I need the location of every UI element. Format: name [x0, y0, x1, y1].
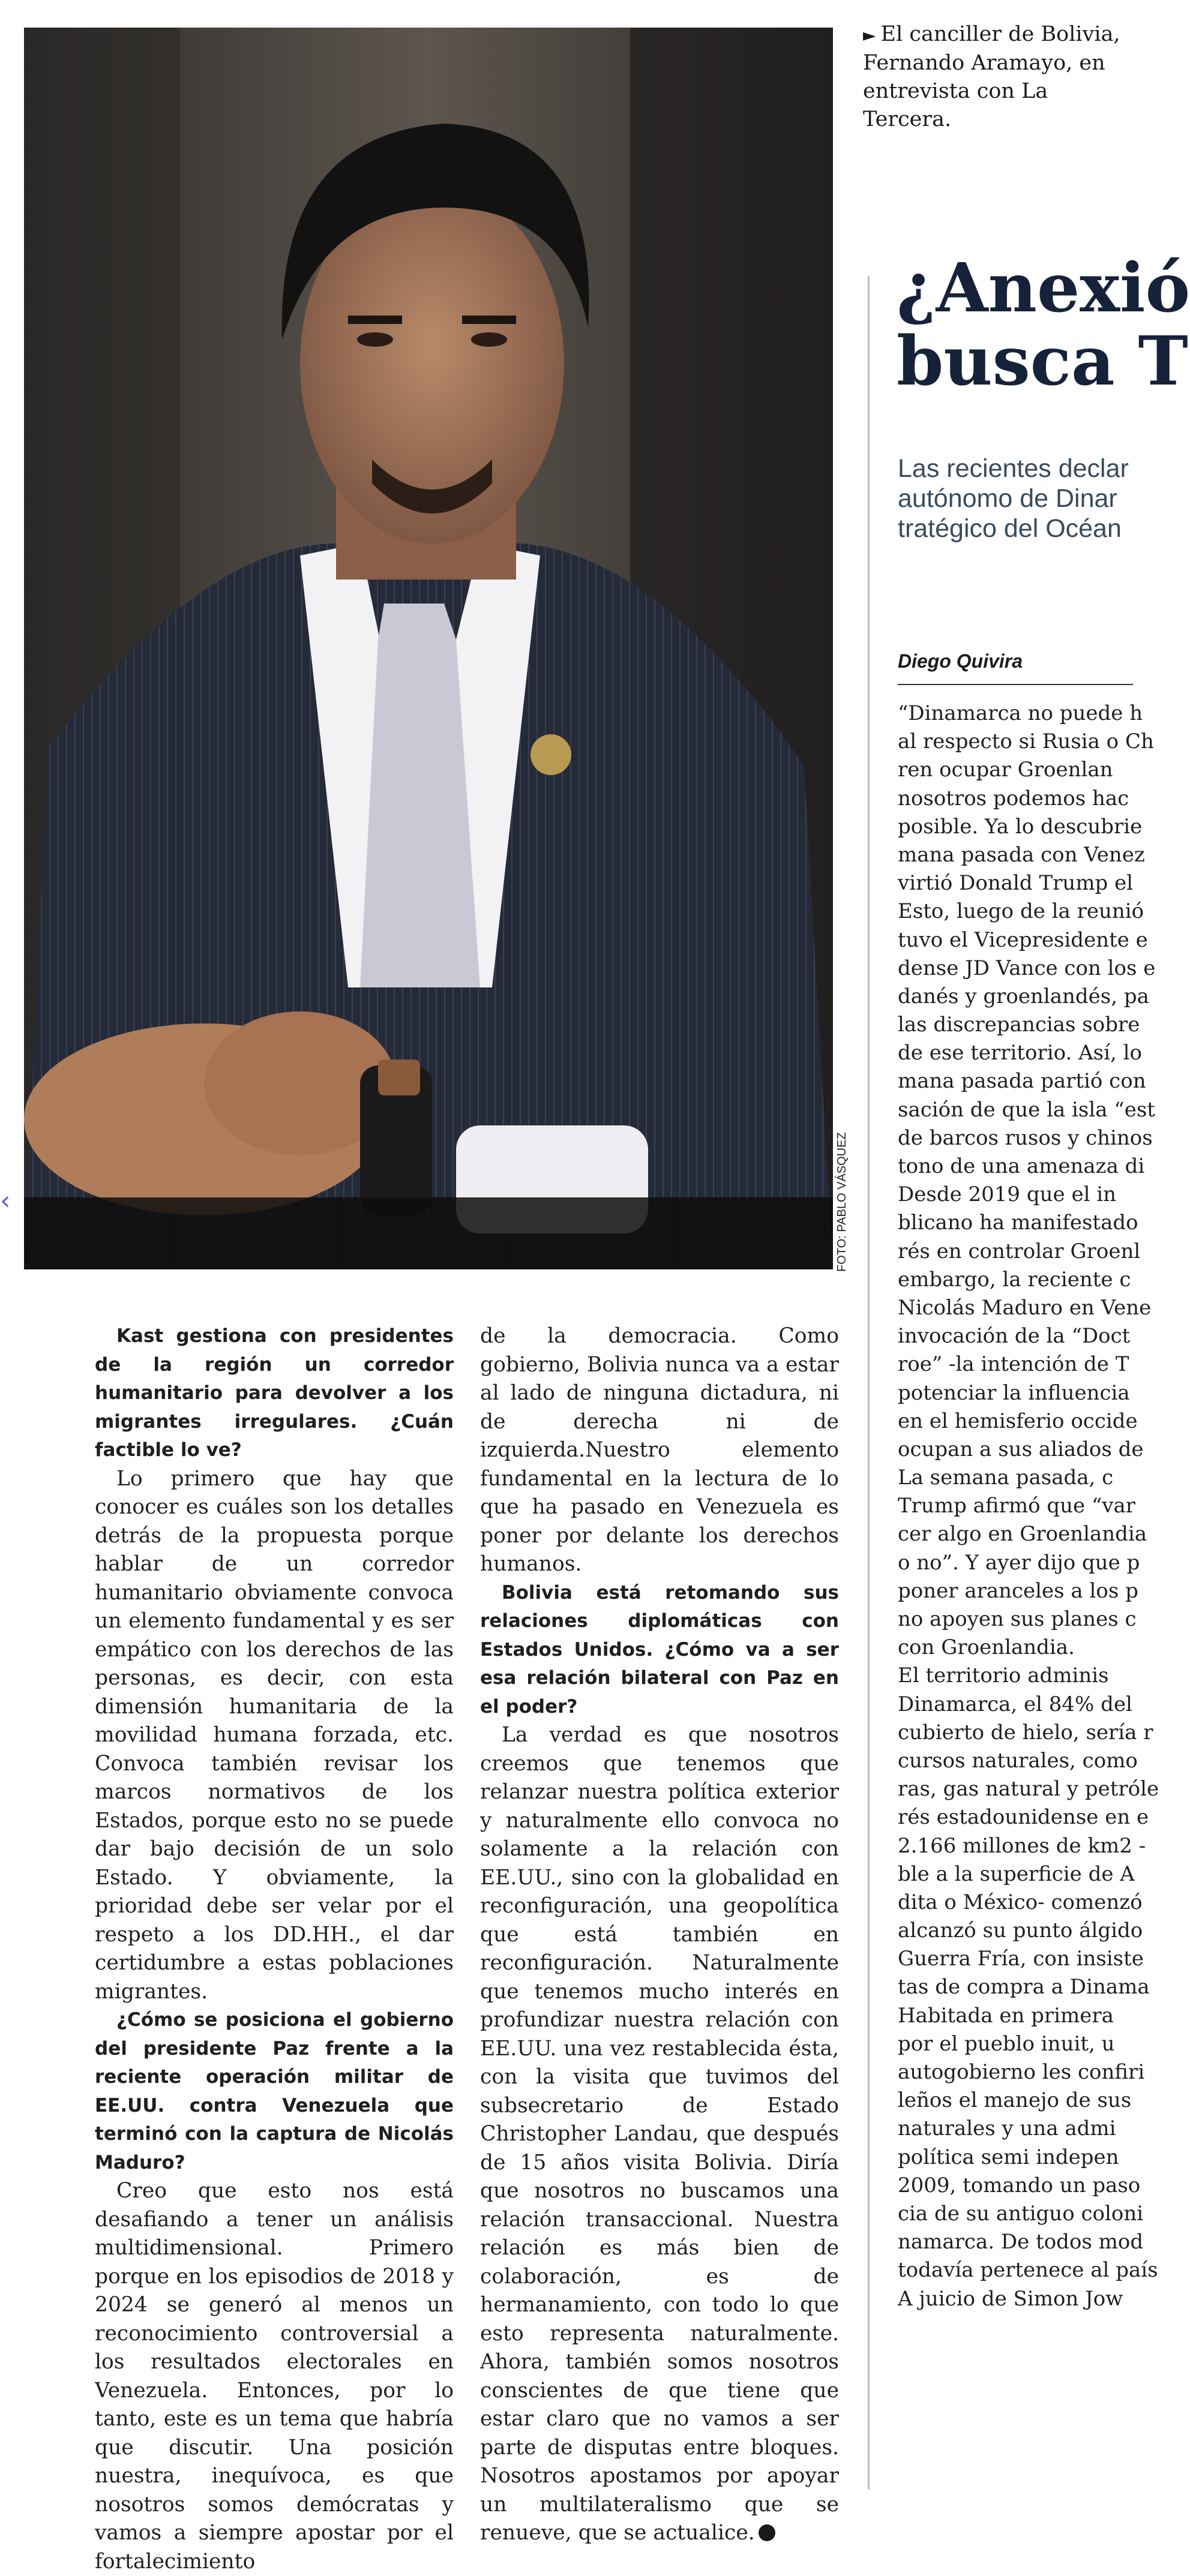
article-body-line: mana pasada con Venez — [898, 842, 1145, 867]
article-body-line: Esto, luego de la reunió — [898, 899, 1144, 924]
caption-text: El canciller de Bolivia, Fernando Aramayo, en entrevista con La Tercera. — [863, 22, 1120, 131]
article-body-line: autogobierno les confiri — [898, 2060, 1145, 2084]
article-body-line: en el hemisferio occide — [898, 1409, 1138, 1433]
article-body-line: política semi indepen — [898, 2145, 1119, 2169]
article-body-line: alcanzó su punto álgido — [898, 1919, 1143, 1943]
headline-line: ¿Anexió — [897, 249, 1190, 328]
article-headline — [897, 249, 1190, 401]
portrait-photo — [24, 28, 833, 1269]
interview-answer — [480, 1721, 839, 2548]
paragraph-text: Bolivia está retomando sus relaciones diplomáticas con Estados Unidos. ¿Cómo va a ser esa relación bilateral con Paz en el poder? — [480, 1581, 839, 1718]
column-divider — [868, 276, 870, 2490]
article-body-line: embargo, la reciente c — [898, 1267, 1131, 1292]
article-body-line: 2009, tomando un paso — [898, 2173, 1141, 2197]
previous-page-icon[interactable]: ‹ — [0, 1185, 11, 1216]
article-body-line: nosotros podemos hac — [898, 786, 1129, 810]
article-body-line: dense JD Vance con los e — [898, 956, 1156, 980]
article-body-line: tuvo el Vicepresidente e — [898, 927, 1148, 952]
deck-line: Las recientes declar — [898, 454, 1129, 483]
article-body-line: o no”. Y ayer dijo que p — [898, 1550, 1140, 1575]
paragraph-text: Creo que esto nos está desafiando a tener un análisis multidimensional. Primero porque en los episodios de 2018 y 2024 se generó al menos un reconocimiento controversial a los resultados electorales en Venezuela. Entonces, por lo tanto, este es un tema que habría que discutir. Una posición nuestra, inequívoca, es que nosotros somos demócratas y vamos a siempre apostar por el fortalecimiento — [95, 2179, 454, 2574]
article-body-line: cubierto de hielo, sería r — [898, 1720, 1153, 1745]
article-body-line: ble a la superficie de A — [898, 1862, 1135, 1886]
deck-line: autónomo de Dinar — [898, 484, 1117, 513]
article-body-line: leños el manejo de sus — [898, 2088, 1132, 2113]
article-body-line: posible. Ya lo descubrie — [898, 814, 1143, 839]
article-body-line: El territorio adminis — [898, 1664, 1109, 1688]
article-body-line: las discrepancias sobre — [898, 1013, 1140, 1037]
interview-question — [480, 1579, 839, 1722]
article-body-line: invocación de la “Doct — [898, 1324, 1131, 1349]
article-body-line: blicano ha manifestado — [898, 1211, 1138, 1235]
interview-column-1 — [95, 1322, 454, 2576]
article-body-line: Guerra Fría, con insiste — [898, 1947, 1144, 1971]
article-body-line: rés estadounidense en e — [898, 1805, 1149, 1830]
article-body-line: poner aranceles a los p — [898, 1578, 1138, 1603]
article-body-line: 2.166 millones de km2 - — [898, 1833, 1146, 1858]
article-body-line: rés en controlar Groenl — [898, 1239, 1141, 1263]
photo-credit: FOTO: PABLO VÁSQUEZ — [835, 1132, 849, 1272]
article-body-line: cia de su antiguo coloni — [898, 2201, 1144, 2226]
headline-line: busca T — [897, 322, 1188, 401]
interview-question — [95, 1322, 454, 1465]
article-body-line: tono de una amenaza di — [898, 1154, 1145, 1178]
interview-column-2 — [480, 1322, 839, 2548]
article-body-line: cer algo en Groenlandia — [898, 1522, 1147, 1547]
article-body-line: A juicio de Simon Jow — [898, 2286, 1123, 2311]
article-body-line: Trump afirmó que “var — [898, 1494, 1136, 1518]
caption-marker-icon: ► — [863, 25, 876, 45]
article-body-line: cursos naturales, como — [898, 1748, 1138, 1773]
interview-answer — [95, 2177, 454, 2576]
article-body — [898, 699, 1159, 2313]
article-body-line: potenciar la influencia — [898, 1380, 1130, 1405]
interview-question — [95, 2006, 454, 2177]
article-body-line: ras, gas natural y petróle — [898, 1777, 1159, 1802]
paragraph-text: Kast gestiona con presidentes de la región un corredor humanitario para devolver a los migrantes irregulares. ¿Cuán factible lo ve? — [95, 1325, 454, 1461]
article-body-line: Habitada en primera — [898, 2003, 1114, 2028]
article-deck — [898, 454, 1133, 544]
article-body-line: La semana pasada, c — [898, 1466, 1114, 1490]
article-body-line: todavía pertenece al país — [898, 2258, 1158, 2283]
article-body-line: con Groenlandia. — [898, 1635, 1075, 1660]
article-body-line: danés y groenlandés, pa — [898, 984, 1149, 1008]
paragraph-text: ¿Cómo se posiciona el gobierno del presidente Paz frente a la reciente operación militar de EE.UU. contra Venezuela que terminó con la captura de Nicolás Maduro? — [95, 2009, 454, 2173]
article-body-line: al respecto si Rusia o Ch — [898, 729, 1154, 754]
paragraph-text: La verdad es que nosotros creemos que tenemos que relanzar nuestra política exterior y naturalmente ello convoca no solamente a la relación con EE.UU., sino con la globalidad en reconfiguración, una geopolítica que está también en reconfiguración. Naturalmente que tenemos mucho interés en profundizar nuestra relación con EE.UU. una vez restablecida ésta, con la visita que tuvimos del subsecretario de Estado Christopher Landau, que después de 15 años visita Bolivia. Diría que nosotros no buscamos una relación transaccional. Nuestra relación es más bien de colaboración, es de hermanamiento, con todo lo que esto representa naturalmente. Ahora, también somos nosotros conscientes de que tiene que estar claro que no vamos a ser parte de disputas entre bloques. Nosotros apostamos por apoyar un multilateralismo que se renueve, que se actualice. — [480, 1723, 839, 2545]
interview-answer — [480, 1322, 839, 1579]
article-body-line: Nicolás Maduro en Vene — [898, 1295, 1152, 1320]
article-byline: Diego Quivira — [898, 650, 1023, 672]
article-body-line: ocupan a sus aliados de — [898, 1437, 1144, 1461]
article-body-line: sación de que la isla “est — [898, 1097, 1155, 1122]
article-body-line: dita o México- comenzó — [898, 1890, 1143, 1914]
end-of-article-icon — [759, 2524, 775, 2541]
portrait-illustration — [24, 28, 833, 1269]
paragraph-text: Lo primero que hay que conocer es cuáles son los detalles detrás de la propuesta porque hablar de un corredor humanitario obviamente convoca un elemento fundamental y es ser empático con los derechos de las personas, es decir, con esta dimensión humanitaria de la movilidad humana forzada, etc. Convoca también revisar los marcos normativos de los Estados, porque esto no se puede dar bajo decisión de un solo Estado. Y obviamente, la prioridad debe ser velar por el respeto a los DD.HH., el dar certidumbre a estas poblaciones migrantes. — [95, 1466, 454, 2004]
article-body-line: de ese territorio. Así, lo — [898, 1041, 1142, 1065]
article-body-line: por el pueblo inuit, u — [898, 2031, 1115, 2056]
deck-line: tratégico del Océan — [898, 514, 1122, 543]
byline-divider — [898, 684, 1133, 685]
article-body-line: no apoyen sus planes c — [898, 1607, 1137, 1631]
paragraph-text: de la democracia. Como gobierno, Bolivia nunca va a estar al lado de ninguna dictadura, ni de derecha ni de izquierda.Nuestro elemento fundamental en la lectura de lo que ha pasado en Venezuela es poner por delante los derechos humanos. — [480, 1324, 839, 1576]
article-body-line: de barcos rusos y chinos — [898, 1125, 1153, 1150]
article-body-line: Dinamarca, el 84% del — [898, 1692, 1132, 1716]
article-body-line: naturales y una admi — [898, 2116, 1116, 2141]
article-body-line: mana pasada partió con — [898, 1069, 1146, 1094]
article-body-line: tas de compra a Dinama — [898, 1975, 1150, 1999]
interview-answer — [95, 1465, 454, 2007]
article-body-line: “Dinamarca no puede h — [898, 701, 1143, 725]
article-body-line: ren ocupar Groenlan — [898, 758, 1113, 782]
photo-caption — [863, 20, 1133, 134]
article-body-line: roe” -la intención de T — [898, 1352, 1129, 1377]
article-body-line: namarca. De todos mod — [898, 2230, 1144, 2254]
article-body-line: Desde 2019 que el in — [898, 1182, 1117, 1207]
article-body-line: virtió Donald Trump el — [898, 871, 1134, 896]
